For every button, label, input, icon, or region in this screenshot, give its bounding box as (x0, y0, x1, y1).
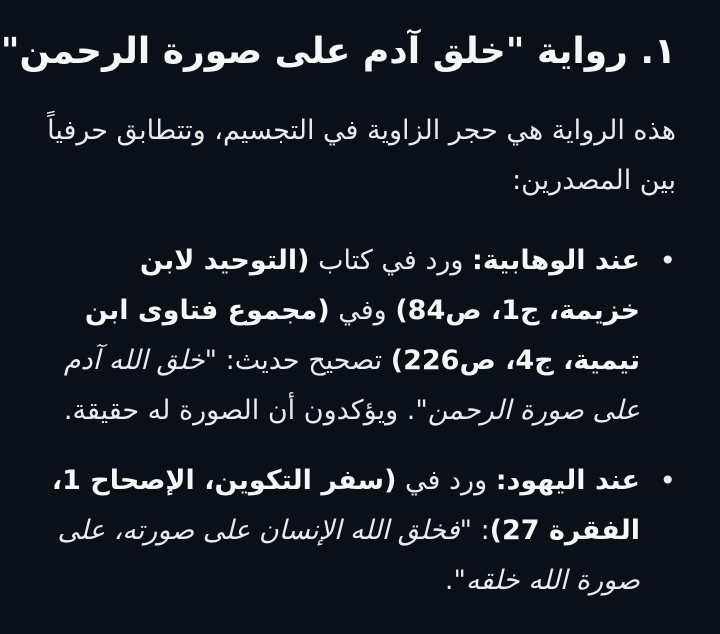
item-label: عند اليهود: (495, 465, 640, 496)
item-text: ورد في كتاب (309, 245, 473, 276)
item-text: ورد في (396, 465, 496, 496)
bullet-icon: • (659, 464, 676, 497)
item-text: : (471, 515, 490, 546)
bullet-icon: • (659, 244, 676, 277)
item-text: . ويؤكدون أن الصورة له حقيقة. (63, 395, 416, 426)
item-text: . (444, 565, 454, 596)
item-text: وفي (329, 295, 396, 326)
section-heading: ١. رواية "خلق آدم على صورة الرحمن" (0, 31, 676, 72)
source-citation: (مجموع فتاوى ابن تيمية، ج4، ص226) (84, 295, 640, 376)
bullet-list (40, 236, 680, 606)
item-label: عند الوهابية: (472, 245, 640, 276)
quoted-text: "خلق الله آدم على صورة الرحمن" (63, 345, 640, 426)
intro-paragraph: هذه الرواية هي حجر الزاوية في التجسيم، وتتطابق حرفياً بين المصدرين: (47, 115, 676, 196)
item-text: تصحيح حديث: (217, 345, 391, 376)
source-citation: (سفر التكوين، الإصحاح 1، الفقرة 27) (51, 465, 640, 546)
quoted-text: "فخلق الله الإنسان على صورته، على صورة الله خلقه" (57, 515, 640, 596)
list-item (40, 236, 680, 436)
list-item (40, 456, 680, 606)
source-citation: (التوحيد لابن خزيمة، ج1، ص84) (139, 245, 640, 326)
